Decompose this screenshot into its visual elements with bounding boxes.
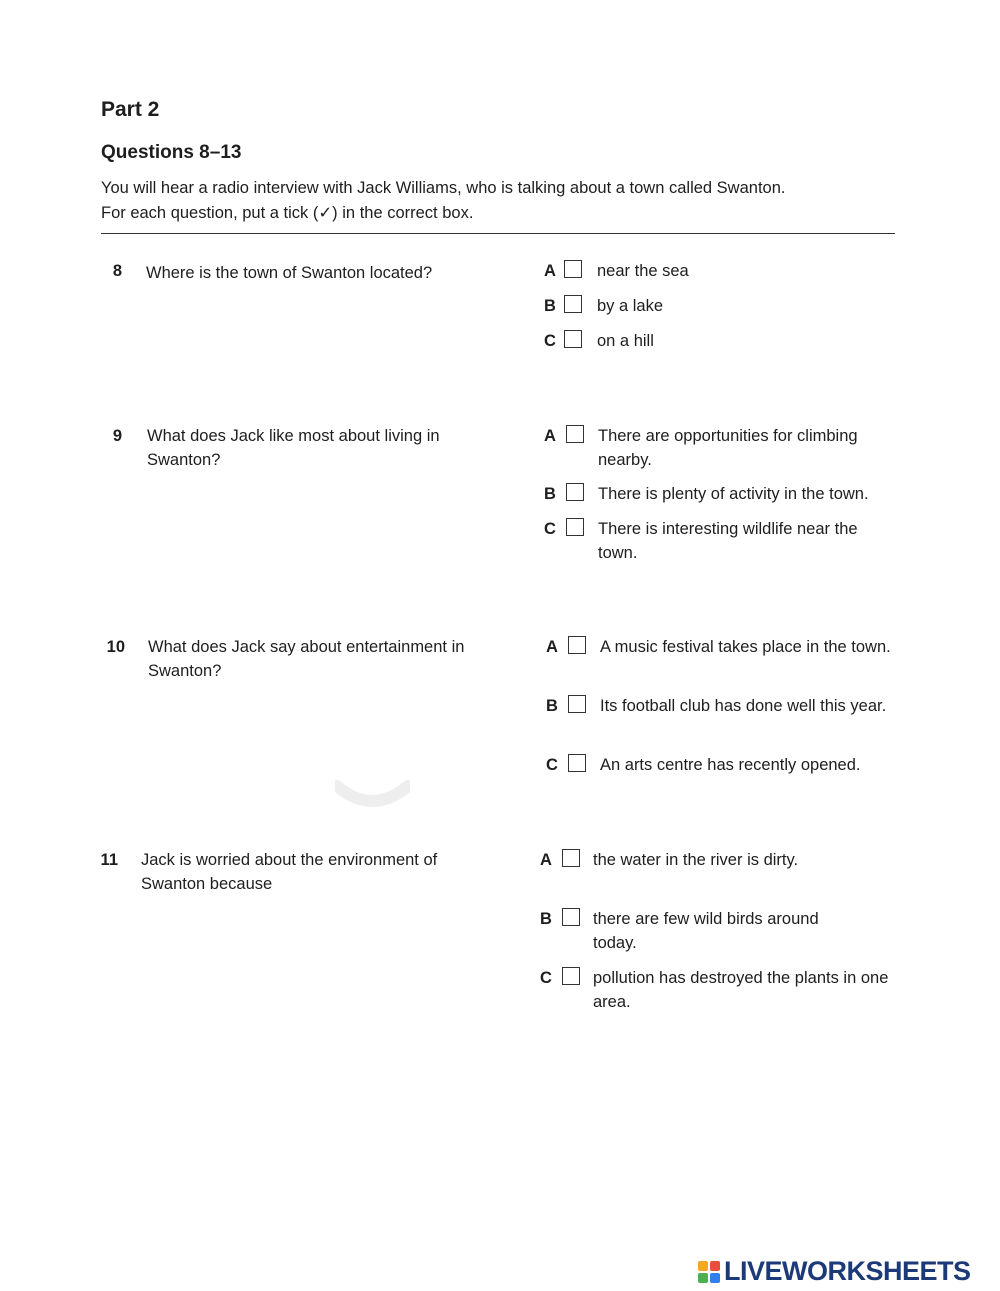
option-text: the water in the river is dirty. [593, 851, 799, 869]
question-text: What does Jack say about entertainment in Swanton? [148, 638, 465, 680]
option-letter: A [540, 851, 552, 869]
part-title: Part 2 [101, 98, 160, 121]
question-number: 10 [106, 638, 125, 656]
option-b [538, 910, 958, 960]
answer-checkbox[interactable] [568, 695, 586, 713]
option-letter: B [540, 910, 552, 928]
option-a [542, 427, 962, 477]
watermark-arc [335, 778, 410, 808]
option-text: there are few wild birds around today. [593, 910, 819, 952]
option-text: by a lake [597, 297, 664, 315]
logo-block [698, 1261, 708, 1271]
option-text: An arts centre has recently opened. [600, 756, 861, 774]
answer-checkbox[interactable] [566, 425, 584, 443]
answer-checkbox[interactable] [566, 518, 584, 536]
option-text: near the sea [597, 262, 689, 280]
option-letter: C [544, 332, 556, 350]
instructions-line-2: For each question, put a tick (✓) in the correct box. [101, 204, 474, 222]
logo-text: LIVEWORKSHEETS [724, 1256, 971, 1286]
option-letter: C [544, 520, 556, 538]
logo-block [710, 1273, 720, 1283]
option-letter: B [544, 297, 556, 315]
option-text: There is plenty of activity in the town. [598, 485, 869, 503]
option-text: A music festival takes place in the town. [600, 638, 891, 656]
instructions [101, 176, 901, 226]
option-c [538, 969, 958, 1019]
answer-checkbox[interactable] [564, 330, 582, 348]
option-c [544, 756, 964, 806]
option-letter: C [540, 969, 552, 987]
question-text: Where is the town of Swanton located? [146, 264, 433, 282]
option-text: Its football club has done well this year. [600, 697, 887, 715]
question-number: 9 [112, 427, 122, 445]
option-b [544, 697, 964, 747]
option-text: There is interesting wildlife near the town. [598, 520, 858, 562]
answer-checkbox[interactable] [562, 967, 580, 985]
liveworksheets-logo[interactable] [698, 1256, 971, 1287]
option-a [538, 851, 958, 901]
divider [101, 233, 895, 234]
instructions-line-1: You will hear a radio interview with Jack Williams, who is talking about a town called Swanton. [101, 179, 786, 197]
question-text: What does Jack like most about living in Swanton? [147, 427, 440, 469]
logo-block [698, 1273, 708, 1283]
logo-blocks-icon [698, 1261, 720, 1283]
option-letter: A [544, 262, 556, 280]
answer-checkbox[interactable] [568, 754, 586, 772]
option-letter: B [546, 697, 558, 715]
option-letter: A [546, 638, 558, 656]
answer-checkbox[interactable] [562, 849, 580, 867]
answer-checkbox[interactable] [564, 295, 582, 313]
option-text: There are opportunities for climbing nearby. [598, 427, 858, 469]
option-text: on a hill [597, 332, 654, 350]
answer-checkbox[interactable] [566, 483, 584, 501]
option-c [542, 332, 962, 382]
question-number: 8 [112, 262, 122, 280]
answer-checkbox[interactable] [564, 260, 582, 278]
answer-checkbox[interactable] [562, 908, 580, 926]
question-text: Jack is worried about the environment of Swanton because [141, 851, 438, 893]
answer-checkbox[interactable] [568, 636, 586, 654]
option-letter: B [544, 485, 556, 503]
option-letter: C [546, 756, 558, 774]
question-number: 11 [100, 851, 118, 869]
option-letter: A [544, 427, 556, 445]
option-text: pollution has destroyed the plants in one area. [593, 969, 889, 1011]
option-c [542, 520, 962, 570]
option-a [544, 638, 964, 688]
logo-block [710, 1261, 720, 1271]
questions-range-heading: Questions 8–13 [101, 142, 242, 163]
